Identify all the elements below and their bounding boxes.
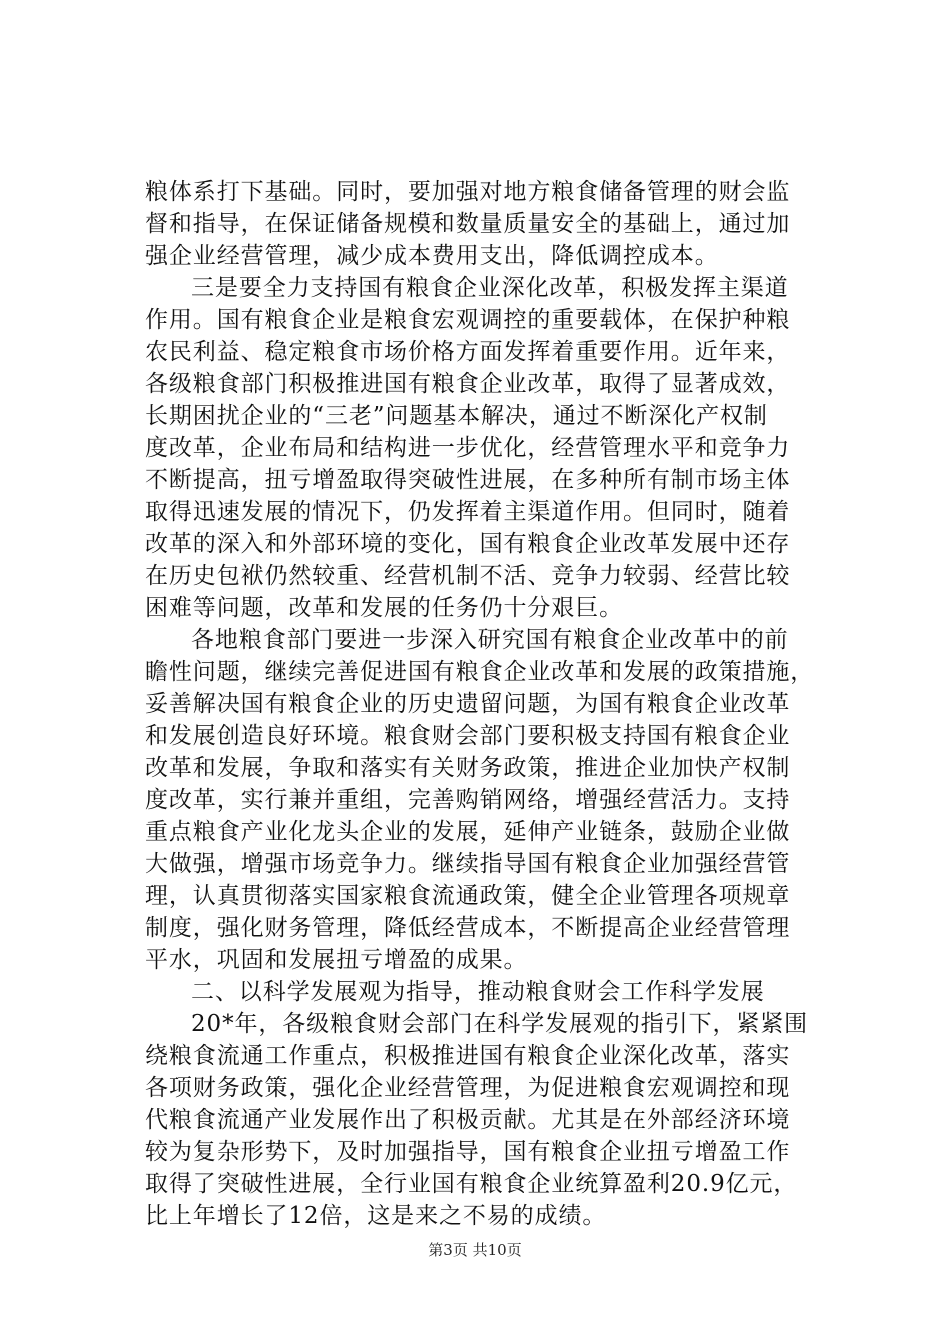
- text-line: 各项财务政策，强化企业经营管理，为促进粮食宏观调控和现: [145, 1075, 791, 1101]
- section-heading: 二、以科学发展观为指导，推动粮食财会工作科学发展: [191, 979, 765, 1005]
- text-line: 改革和发展，争取和落实有关财务政策，推进企业加快产权制: [145, 755, 791, 781]
- text-line: 平水，巩固和发展扭亏增盈的成果。: [145, 947, 528, 973]
- text-line: 度改革，企业布局和结构进一步优化，经营管理水平和竞争力: [145, 435, 791, 461]
- text-line: 强企业经营管理，减少成本费用支出，降低调控成本。: [145, 243, 719, 269]
- text-line: 改革的深入和外部环境的变化，国有粮食企业改革发展中还存: [145, 531, 791, 557]
- text-line: 各级粮食部门积极推进国有粮食企业改革，取得了显著成效，: [145, 371, 791, 397]
- text-line: 妥善解决国有粮食企业的历史遗留问题，为国有粮食企业改革: [145, 691, 791, 717]
- text-line: 绕粮食流通工作重点，积极推进国有粮食企业深化改革，落实: [145, 1043, 791, 1069]
- text-line: 重点粮食产业化龙头企业的发展，延伸产业链条，鼓励企业做: [145, 819, 791, 845]
- text-line: 作用。国有粮食企业是粮食宏观调控的重要载体，在保护种粮: [145, 307, 791, 333]
- text-line: 取得迅速发展的情况下，仍发挥着主渠道作用。但同时，随着: [145, 499, 791, 525]
- paragraph-start-line: 20*年，各级粮食财会部门在科学发展观的指引下，紧紧围: [191, 1011, 809, 1037]
- text-line: 不断提高，扭亏增盈取得突破性进展，在多种所有制市场主体: [145, 467, 791, 493]
- text-line: 和发展创造良好环境。粮食财会部门要积极支持国有粮食企业: [145, 723, 791, 749]
- text-line: 大做强，增强市场竞争力。继续指导国有粮食企业加强经营管: [145, 851, 791, 877]
- text-line: 取得了突破性进展，全行业国有粮食企业统算盈利20.9亿元，: [145, 1171, 798, 1197]
- text-line: 制度，强化财务管理，降低经营成本，不断提高企业经营管理: [145, 915, 791, 941]
- text-line: 在历史包袱仍然较重、经营机制不活、竞争力较弱、经营比较: [145, 563, 791, 589]
- text-line: 比上年增长了12倍，这是来之不易的成绩。: [145, 1203, 607, 1229]
- text-line: 较为复杂形势下，及时加强指导，国有粮食企业扭亏增盈工作: [145, 1139, 791, 1165]
- text-line: 粮体系打下基础。同时，要加强对地方粮食储备管理的财会监: [145, 179, 791, 205]
- text-line: 农民利益、稳定粮食市场价格方面发挥着重要作用。近年来，: [145, 339, 791, 365]
- text-line: 代粮食流通产业发展作出了积极贡献。尤其是在外部经济环境: [145, 1107, 791, 1133]
- text-line: 督和指导，在保证储备规模和数量质量安全的基础上，通过加: [145, 211, 791, 237]
- page-number-footer: 第3页 共10页: [428, 1241, 522, 1259]
- text-line: 长期困扰企业的“三老”问题基本解决，通过不断深化产权制: [145, 403, 768, 429]
- text-line: 困难等问题，改革和发展的任务仍十分艰巨。: [145, 595, 623, 621]
- text-line: 度改革，实行兼并重组，完善购销网络，增强经营活力。支持: [145, 787, 791, 813]
- text-line: 理，认真贯彻落实国家粮食流通政策，健全企业管理各项规章: [145, 883, 791, 909]
- text-line: 瞻性问题，继续完善促进国有粮食企业改革和发展的政策措施，: [145, 659, 815, 685]
- document-body: [145, 176, 815, 1232]
- paragraph-start-line: 各地粮食部门要进一步深入研究国有粮食企业改革中的前: [191, 627, 789, 653]
- paragraph-start-line: 三是要全力支持国有粮食企业深化改革，积极发挥主渠道: [191, 275, 789, 301]
